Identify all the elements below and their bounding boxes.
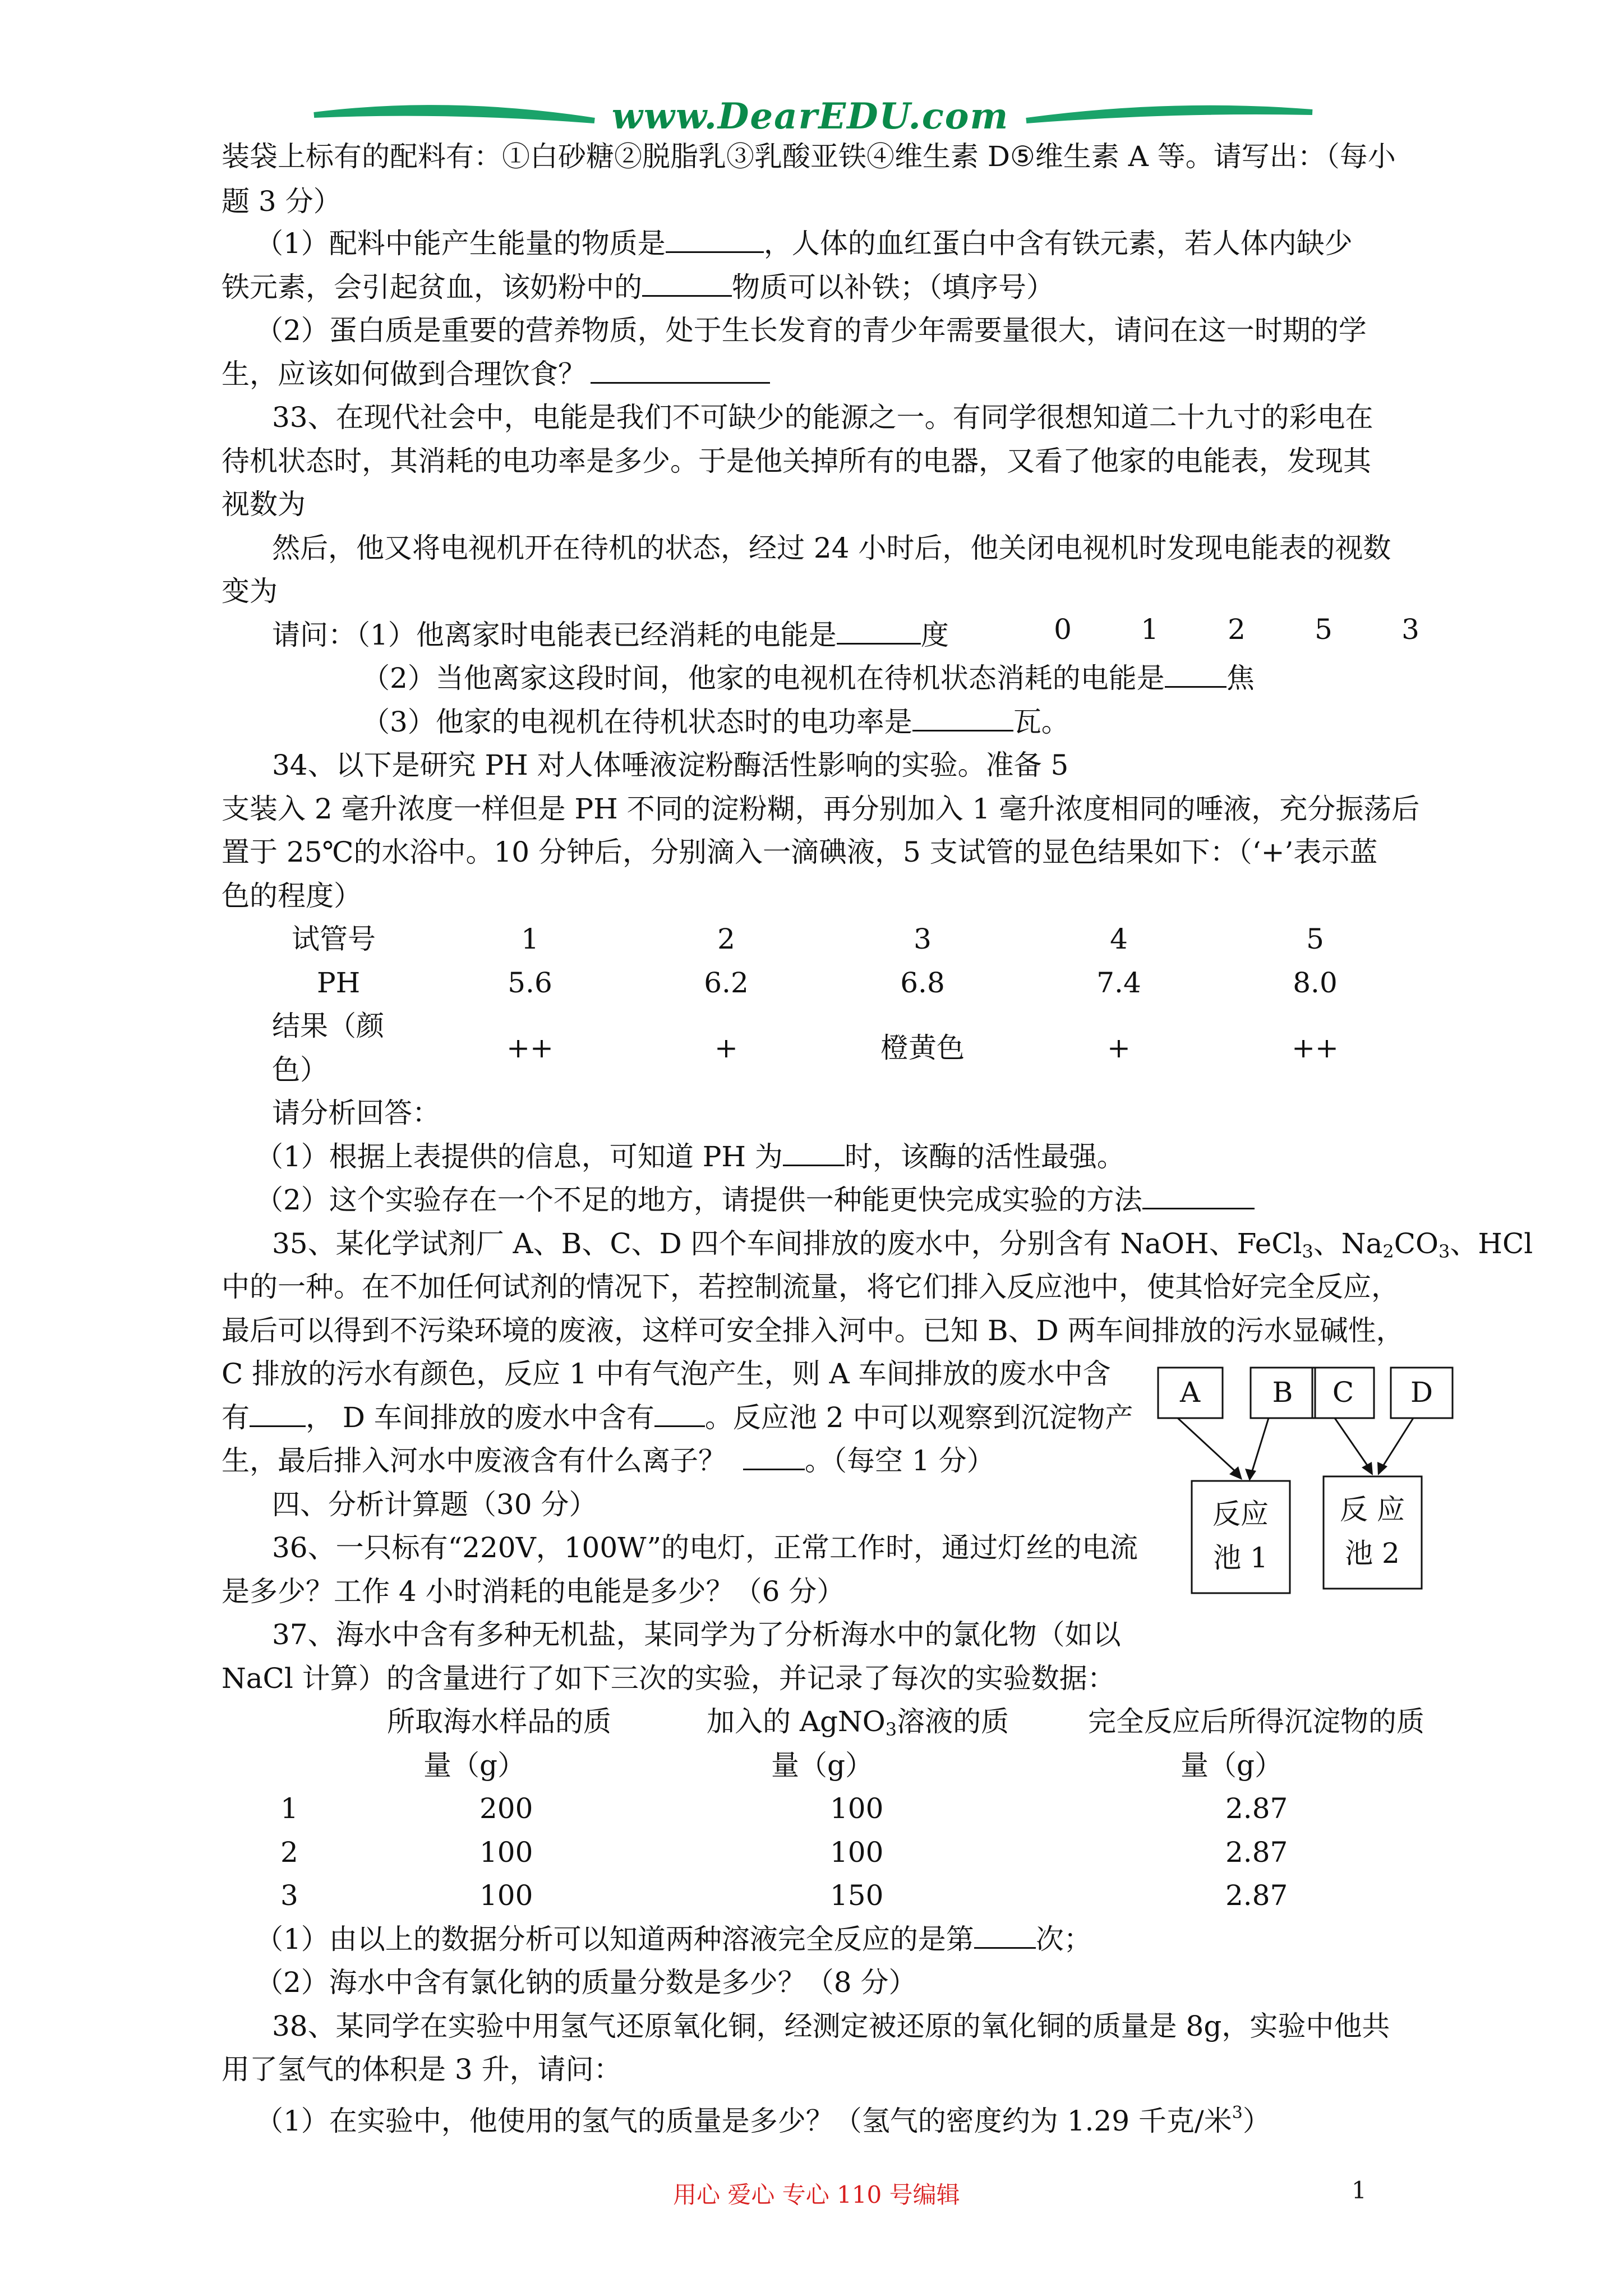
table-cell: 2 (280, 1836, 298, 1869)
footer-note: 用心 爱心 专心 110 号编辑 (673, 2181, 960, 2208)
section-heading: 四、分析计算题（30 分） (272, 1488, 597, 1521)
text-line: 中的一种。在不加任何试剂的情况下，若控制流量，将它们排入反应池中，使其恰好完全反应， (222, 1271, 1399, 1303)
arrow-head (1362, 1462, 1373, 1475)
text-run: 35、某化学试剂厂 A、B、C、D 四个车间排放的废水中，分别含有 NaOH、FeCl (272, 1227, 1302, 1260)
question-32-1-cont (222, 265, 1054, 309)
site-logo: www.DearEDU.com (611, 95, 1009, 137)
table-cell: 3 (914, 923, 932, 955)
text-line: 色的程度） (222, 880, 362, 912)
answer-blank (837, 618, 921, 645)
meter-digit: 0 (1054, 613, 1072, 646)
table-header: 量（g） (771, 1749, 874, 1782)
text-run: （1）配料中能产生能量的物质是 (255, 227, 666, 260)
answer-blank (666, 227, 764, 253)
question-33: 33、在现代社会中，电能是我们不可缺少的能源之一。有同学很想知道二十九寸的彩电在 (272, 401, 1373, 434)
diagram-box-a: A (1179, 1376, 1201, 1409)
table-row-label: 试管号 (292, 923, 376, 955)
text-run: 度 (920, 619, 949, 651)
table-cell: 2.87 (1225, 1879, 1288, 1912)
table-cell: 150 (830, 1879, 884, 1912)
table-cell: 8.0 (1293, 967, 1338, 999)
question-32-1 (255, 222, 1353, 265)
diagram-box-d: D (1410, 1376, 1433, 1409)
table-cell: 2.87 (1225, 1836, 1288, 1869)
question-37: 37、海水中含有多种无机盐，某同学为了分析海水中的氯化物（如以 (272, 1618, 1121, 1651)
text-run: CO (1394, 1227, 1438, 1260)
table-cell: 橙黄色 (880, 1032, 965, 1064)
text-run: ，人体的血红蛋白中含有铁元素，若人体内缺少 (763, 227, 1353, 260)
table-row-label: PH (317, 967, 361, 999)
answer-blank (912, 705, 1013, 731)
text-run: ， D 车间排放的废水中含有 (306, 1401, 654, 1434)
text-run: 有 (222, 1401, 250, 1434)
text-run: （1）由以上的数据分析可以知道两种溶液完全反应的是第 (255, 1923, 974, 1955)
arrow-line (1335, 1418, 1368, 1467)
table-cell: 2 (717, 923, 735, 955)
table-cell: 7.4 (1096, 967, 1141, 999)
answer-blank (1165, 661, 1227, 688)
table-cell: ++ (1292, 1032, 1339, 1064)
question-38-1 (255, 2091, 1271, 2143)
text-run: 请问：（1）他离家时电能表已经消耗的电能是 (272, 619, 837, 651)
answer-blank (591, 357, 770, 384)
text-line: 置于 25℃的水浴中。10 分钟后，分别滴入一滴碘液，5 支试管的显色结果如下：（‘+’表示蓝 (222, 836, 1378, 868)
text-run: （1）在实验中，他使用的氢气的质量是多少？（氢气的密度约为 1.29 千克/米 (255, 2105, 1232, 2137)
arrow-line (1178, 1418, 1237, 1473)
table-cell: 5.6 (508, 967, 552, 999)
text-run: 加入的 AgNO (707, 1705, 886, 1738)
meter-digit: 1 (1141, 613, 1159, 646)
table-cell: 5 (1306, 923, 1324, 955)
table-cell: 100 (830, 1836, 884, 1869)
text-line: 然后，他又将电视机开在待机的状态，经过 24 小时后，他关闭电视机时发现电能表的视数 (272, 532, 1391, 564)
question-34: 34、以下是研究 PH 对人体唾液淀粉酶活性影响的实验。准备 5 (272, 749, 1069, 781)
text-line: 支装入 2 毫升浓度一样但是 PH 不同的淀粉糊，再分别加入 1 毫升浓度相同的唾液，充分振荡后 (222, 793, 1420, 825)
question-36: 36、一只标有“220V，100W”的电灯，正常工作时，通过灯丝的电流 (272, 1531, 1138, 1564)
text-line (222, 1439, 995, 1483)
table-cell: ++ (506, 1032, 554, 1064)
table-cell: 6.2 (704, 967, 749, 999)
text-line: 视数为 (222, 488, 306, 521)
table-header: 量（g） (1181, 1749, 1283, 1782)
table-cell: 6.8 (900, 967, 945, 999)
meter-digit: 5 (1315, 613, 1332, 646)
table-cell: 2.87 (1225, 1792, 1288, 1825)
answer-blank (1142, 1183, 1255, 1209)
subscript: 3 (1438, 1241, 1450, 1262)
header-swoosh-left (314, 108, 594, 121)
table-cell: 3 (280, 1879, 298, 1912)
question-33-2 (362, 656, 1255, 700)
arrow-line (1252, 1418, 1269, 1473)
table-cell: 100 (479, 1836, 533, 1869)
question-34-1 (255, 1135, 1125, 1179)
text-run: （2）这个实验存在一个不足的地方，请提供一种能更快完成实验的方法 (255, 1184, 1142, 1216)
diagram-box-c: C (1332, 1376, 1354, 1409)
diagram-box-b: B (1272, 1376, 1293, 1409)
question-34-2 (255, 1178, 1255, 1222)
question-37-2: （2）海水中含有氯化钠的质量分数是多少？（8 分） (255, 1966, 917, 1999)
table-cell: + (714, 1032, 738, 1064)
text-line: 用了氢气的体积是 3 升，请问： (222, 2053, 622, 2086)
table-cell: 200 (479, 1792, 533, 1825)
text-line: 是多少？工作 4 小时消耗的电能是多少？（6 分） (222, 1575, 845, 1608)
header-swoosh-right (1026, 108, 1312, 121)
table-row-label: 色） (272, 1053, 328, 1086)
arrow-head (1245, 1469, 1256, 1481)
text-run: 次； (1035, 1923, 1092, 1955)
table-cell: 100 (830, 1792, 884, 1825)
text-line: 最后可以得到不污染环境的废液，这样可安全排入河中。已知 B、D 两车间排放的污水显碱性， (222, 1314, 1404, 1347)
text-run: 。反应池 2 中可以观察到沉淀物产 (704, 1401, 1133, 1434)
text-run: （2）当他离家这段时间，他家的电视机在待机状态消耗的电能是 (362, 662, 1165, 694)
text-line: 待机状态时，其消耗的电功率是多少。于是他关掉所有的电器，又看了他家的电能表，发现其 (222, 445, 1371, 477)
arrow-head (1229, 1466, 1242, 1480)
table-row-label: 结果（颜 (272, 1010, 384, 1042)
answer-blank (974, 1922, 1036, 1949)
table-cell: 1 (280, 1792, 298, 1825)
text-line: NaCl 计算）的含量进行了如下三次的实验，并记录了每次的实验数据： (222, 1662, 1115, 1695)
text-run: 时，该酶的活性最强。 (844, 1140, 1125, 1173)
text-run: 、HCl (1450, 1227, 1533, 1260)
diagram-pool-1: 池 1 (1213, 1542, 1268, 1574)
table-header: 完全反应后所得沉淀物的质 (1088, 1705, 1424, 1738)
text-run: ） (1242, 2105, 1271, 2137)
text-run: 瓦。 (1013, 706, 1069, 738)
text-run: 溶液的质 (897, 1705, 1009, 1738)
table-cell: + (1107, 1032, 1131, 1064)
diagram-pool-2: 池 2 (1345, 1537, 1400, 1570)
answer-blank (642, 270, 732, 297)
question-32-2-cont (222, 352, 770, 396)
question-33-3 (362, 700, 1069, 744)
meter-digit: 3 (1401, 613, 1419, 646)
text-line: 题 3 分） (222, 185, 342, 218)
question-37-1 (255, 1917, 1092, 1961)
text-line: 请分析回答： (272, 1097, 440, 1129)
answer-blank (783, 1140, 845, 1166)
answer-blank (654, 1401, 705, 1427)
diagram-pool-2: 反 应 (1340, 1493, 1405, 1526)
text-run: （1）根据上表提供的信息，可知道 PH 为 (255, 1140, 783, 1173)
diagram-pool-1: 反应 (1212, 1498, 1269, 1530)
answer-blank (743, 1444, 805, 1470)
subscript: 3 (1302, 1241, 1313, 1262)
text-run: 物质可以补铁；（填序号） (732, 271, 1054, 303)
answer-blank (250, 1401, 306, 1427)
text-run: （3）他家的电视机在待机状态时的电功率是 (362, 706, 912, 738)
table-cell: 4 (1110, 923, 1128, 955)
subscript: 3 (885, 1719, 897, 1740)
text-run: 生，应该如何做到合理饮食？ (222, 358, 586, 390)
text-line (222, 1396, 1133, 1439)
table-header: 量（g） (423, 1749, 526, 1782)
text-run: 、Na (1313, 1227, 1383, 1260)
question-33-1 (272, 613, 949, 657)
arrow-line (1382, 1418, 1413, 1467)
text-line: 变为 (222, 575, 278, 608)
table-cell: 100 (479, 1879, 533, 1912)
question-32-2: （2）蛋白质是重要的营养物质，处于生长发育的青少年需要量很大，请问在这一时期的学 (255, 314, 1367, 347)
subscript: 2 (1382, 1241, 1394, 1262)
text-run: 。（每空 1 分） (805, 1444, 995, 1477)
text-line: C 排放的污水有颜色，反应 1 中有气泡产生，则 A 车间排放的废水中含 (222, 1358, 1111, 1390)
text-run: 焦 (1226, 662, 1255, 694)
text-run: 生，最后排入河水中废液含有什么离子？ (222, 1444, 726, 1477)
arrow-head (1377, 1462, 1387, 1475)
page-number: 1 (1352, 2177, 1367, 2204)
table-header: 所取海水样品的质 (387, 1705, 611, 1738)
text-line: 装袋上标有的配料有：①白砂糖②脱脂乳③乳酸亚铁④维生素 D⑤维生素 A 等。请写出：（每小 (222, 140, 1396, 173)
question-38: 38、某同学在实验中用氢气还原氧化铜，经测定被还原的氧化铜的质量是 8g，实验中他共 (272, 2010, 1390, 2042)
table-cell: 1 (521, 923, 539, 955)
superscript: 3 (1232, 2103, 1243, 2123)
text-run: 铁元素，会引起贫血，该奶粉中的 (222, 271, 642, 303)
meter-digit: 2 (1228, 613, 1246, 646)
